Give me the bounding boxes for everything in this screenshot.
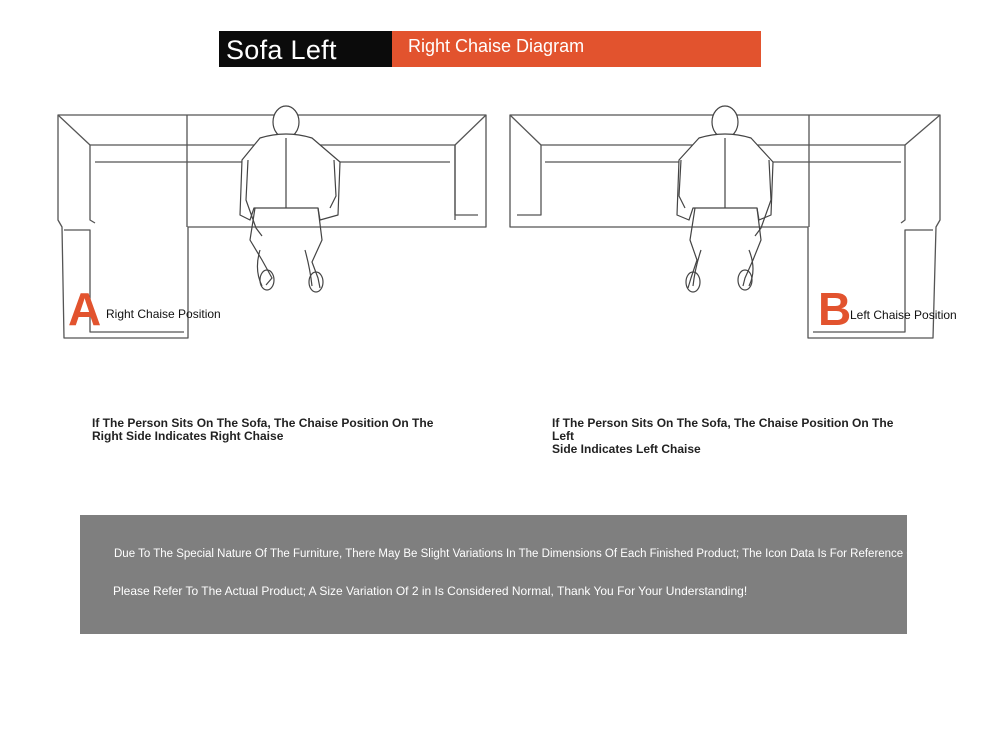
caption-b-line2: Side Indicates Left Chaise (552, 442, 701, 456)
caption-a (92, 417, 442, 443)
caption-a-line2: Right Side Indicates Right Chaise (92, 429, 284, 443)
notice-line-1: Due To The Special Nature Of The Furniture, There May Be Slight Variations In The Dimensions Of Each Finished Product; The Icon Data Is For Reference Only (114, 548, 931, 560)
title-right: Right Chaise Diagram (392, 31, 761, 67)
title-left: Sofa Left (219, 31, 392, 67)
letter-a: A (68, 283, 102, 335)
person-figure-a (240, 106, 340, 292)
caption-b-line1: If The Person Sits On The Sofa, The Chaise Position On The Left (552, 416, 894, 443)
person-figure-b (677, 106, 773, 292)
notice-line-2: Please Refer To The Actual Product; A Size Variation Of 2 in Is Considered Normal, Thank You For Your Understanding! (113, 584, 748, 598)
notice-box (80, 515, 931, 634)
title-bar (219, 31, 761, 67)
position-label-a: Right Chaise Position (106, 307, 221, 321)
diagram-b (505, 100, 957, 355)
diagram-a (50, 100, 495, 355)
caption-b (552, 417, 912, 456)
position-label-b: Left Chaise Position (850, 308, 957, 322)
caption-a-line1: If The Person Sits On The Sofa, The Chaise Position On The (92, 416, 434, 430)
letter-b: B (818, 283, 852, 335)
